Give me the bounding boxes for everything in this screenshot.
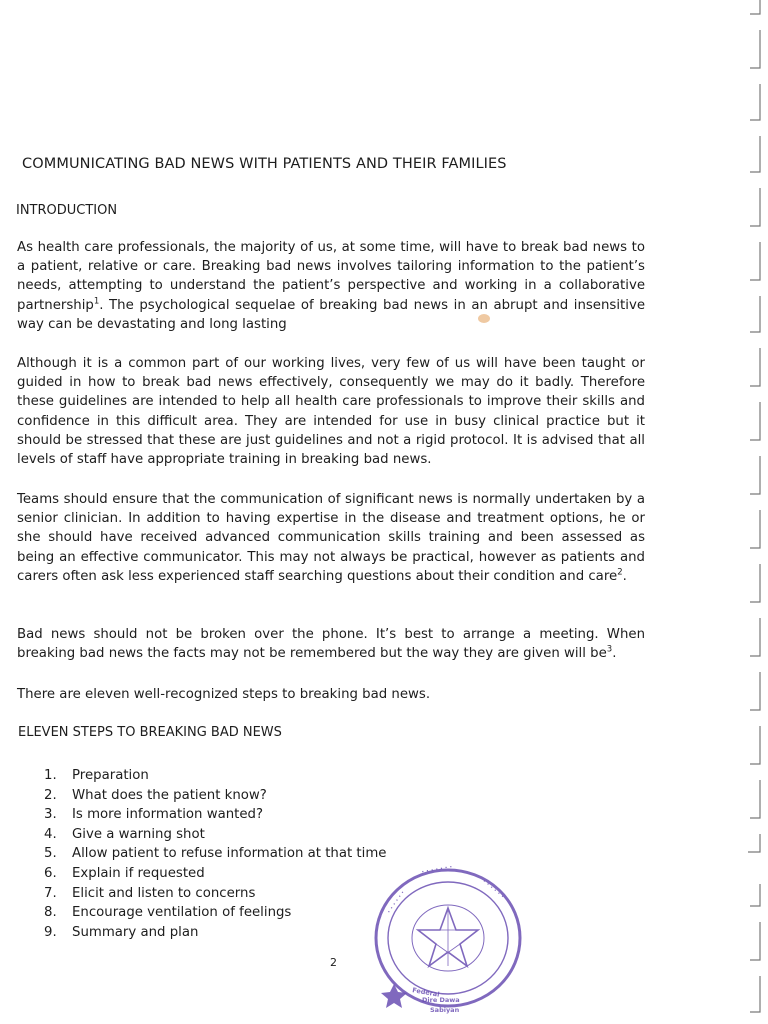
step-number: 6. [44, 865, 57, 881]
paragraph-text: There are eleven well-recognized steps to breaking bad news. [17, 687, 431, 702]
paragraph-common-part [17, 354, 645, 469]
step-number: 3. [44, 807, 57, 823]
list-item [44, 805, 444, 825]
step-text: Explain if requested [72, 865, 205, 881]
steps-heading: ELEVEN STEPS TO BREAKING BAD NEWS [18, 725, 282, 740]
step-number: 5. [44, 846, 57, 862]
paragraph-eleven-steps [17, 685, 645, 704]
step-number: 2. [44, 787, 57, 803]
svg-text:· · · · · · ·: · · · · · · · [420, 862, 453, 876]
svg-text:· · · · · ·: · · · · · · [480, 877, 506, 901]
paragraph-phone [17, 625, 645, 663]
step-text: Preparation [72, 768, 149, 783]
ink-smudge [478, 314, 490, 323]
svg-text:Dire Dawa: Dire Dawa [422, 996, 460, 1004]
step-text: Give a warning shot [72, 826, 205, 842]
step-text: What does the patient know? [72, 787, 267, 803]
step-number: 1. [44, 768, 57, 783]
paragraph-text: Bad news should not be broken over the phone. It’s best to arrange a meeting. When breaking bad news the facts may not be remembered but the way they are given will be [17, 627, 645, 662]
step-number: 9. [44, 924, 57, 940]
step-text: Summary and plan [72, 924, 199, 940]
paragraph-text-tail: . [612, 646, 617, 662]
paragraph-intro [17, 238, 645, 334]
paragraph-text: As health care professionals, the majority of us, at some time, will have to break bad news to a patient, relative or care. Breaking bad news involves tailoring information to the patient’s needs, attempting to understand the patient’s perspective and working in a collaborative partnership [17, 240, 645, 313]
step-text: Elicit and listen to concerns [72, 885, 256, 901]
step-text: Allow patient to refuse information at that time [72, 846, 387, 862]
page-number: 2 [330, 956, 337, 969]
binding-edge-marks [738, 0, 768, 1024]
list-item [44, 786, 444, 806]
step-number: 4. [44, 826, 57, 842]
paragraph-text: Teams should ensure that the communication of significant news is normally undertaken by a senior clinician. In addition to having expertise in the disease and treatment options, he or she should have received advanced communication skills training and been assessed as being an effective communicator. This may not always be practical, however as patients and carers often ask less experienced staff searching questions about their condition and care [17, 492, 645, 584]
document-title: COMMUNICATING BAD NEWS WITH PATIENTS AND THEIR FAMILIES [22, 156, 507, 172]
svg-text:Federal: Federal [411, 986, 441, 999]
step-text: Is more information wanted? [72, 807, 264, 823]
paragraph-text-tail: . [622, 568, 627, 584]
paragraph-text: Although it is a common part of our working lives, very few of us will have been taught or guided in how to break bad news effectively, consequently we may do it badly. Therefore these guidelines are intended to help all health care professionals to improve their skills and confidence in this difficult area. They are intended for use in busy clinical practice but it should be stressed that these are just guidelines and not a rigid protocol. It is advised that all levels of staff have appropriate training in breaking bad news. [17, 356, 645, 468]
footnote-ref: 2 [617, 567, 623, 578]
svg-text:Sabiyan: Sabiyan [430, 1006, 460, 1014]
step-number: 7. [44, 885, 57, 901]
introduction-heading: INTRODUCTION [16, 203, 118, 218]
list-item [44, 766, 444, 786]
list-item [44, 825, 444, 845]
footnote-ref: 1 [93, 296, 100, 307]
official-seal-stamp [360, 856, 530, 1016]
svg-text:· · · · · ·: · · · · · · [385, 889, 407, 916]
step-number: 8. [44, 905, 57, 921]
footnote-ref: 3 [606, 644, 613, 655]
step-text: Encourage ventilation of feelings [72, 905, 292, 921]
paragraph-teams [17, 490, 645, 586]
paragraph-text-tail: . The psychological sequelae of breaking bad news in an abrupt and insensitive way can be devastating and long lasting [17, 297, 645, 332]
